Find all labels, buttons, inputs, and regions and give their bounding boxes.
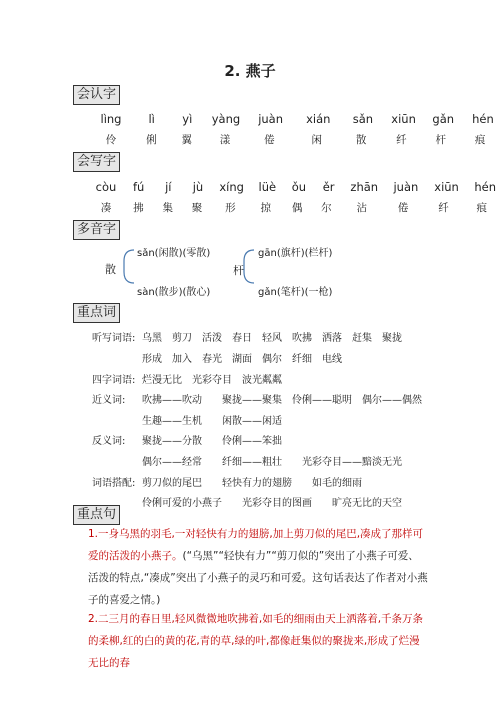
- pinyin: ǒu: [291, 180, 307, 194]
- poly-gan-2: gǎn(笔杆)(一枪): [258, 287, 333, 298]
- poly-gan-char: 杆: [233, 264, 244, 277]
- section-write: 会写字: [73, 152, 120, 172]
- char: 偶: [291, 202, 303, 214]
- char: 纤: [438, 202, 449, 214]
- pinyin: xián: [306, 112, 331, 126]
- pinyin: lìng: [100, 112, 122, 126]
- sentence-1: [88, 523, 428, 611]
- jinyi-label: 近义词:: [92, 395, 126, 406]
- char: 掠: [260, 202, 271, 214]
- poly-gan-1: gān(旗杆)(栏杆): [258, 248, 333, 259]
- section-polyphonic: 多音字: [73, 220, 120, 240]
- tingxie-label: 听写词语:: [92, 333, 136, 344]
- poly-san-char: 散: [105, 263, 116, 276]
- pinyin: juàn: [258, 112, 284, 126]
- char: 倦: [264, 134, 275, 146]
- fanyi-label: 反义词:: [92, 436, 126, 447]
- char: 集: [162, 202, 173, 214]
- char: 痕: [474, 134, 486, 146]
- pinyin: juàn: [393, 180, 419, 194]
- pinyin: gǎn: [432, 112, 455, 126]
- poly-san-1: sǎn(闲散)(零散): [137, 248, 211, 259]
- sizi-line: 烂漫无比 光彩夺目 波光粼粼: [142, 375, 282, 386]
- char: 纤: [396, 134, 407, 146]
- poly-san-2: sàn(散步)(散心): [137, 287, 211, 298]
- char: 痕: [476, 202, 488, 214]
- pinyin: jí: [165, 180, 172, 194]
- pinyin: lì: [148, 112, 155, 126]
- char: 闲: [311, 134, 322, 146]
- section-sentences: 重点句: [73, 505, 120, 525]
- section-vocab: 重点词: [73, 303, 120, 323]
- fanyi-line-2: 偶尔——经常 纤细——粗壮 光彩夺目——黯淡无光: [142, 457, 402, 468]
- gan-bracket: [244, 250, 254, 283]
- san-bracket: [124, 250, 134, 283]
- pinyin: lüè: [258, 180, 277, 194]
- pinyin: hén: [474, 180, 497, 194]
- char: 形: [225, 202, 236, 214]
- sizi-label: 四字词语:: [92, 375, 136, 386]
- pinyin: xiūn: [391, 112, 416, 126]
- char: 漾: [219, 134, 231, 146]
- pinyin: hén: [472, 112, 494, 126]
- char: 聚: [191, 202, 203, 214]
- section-recognize: 会认字: [73, 85, 120, 105]
- jinyi-line-1: 吹拂——吹动 聚拢——聚集 伶俐——聪明 偶尔——偶然: [142, 395, 422, 406]
- pinyin: yì: [182, 112, 193, 126]
- dapei-line-1: 剪刀似的尾巴 轻快有力的翅膀 如毛的细雨: [142, 478, 362, 489]
- dapei-line-2: 伶俐可爱的小燕子 光彩夺目的图画 旷亮无比的天空: [142, 498, 402, 509]
- sentence-1-analysis: (“乌黑”“轻快有力”“剪刀似的”突出了小燕子可爱、活泼的特点,“凑成”突出了小燕子的灵巧和可爱。这句话表达了作者对小燕子的喜爱之情。): [88, 550, 428, 606]
- char: 散: [355, 134, 367, 146]
- tingxie-line-1: 乌黑 剪刀 活泼 春日 轻风 吹拂 洒落 赶集 聚拢: [142, 333, 402, 344]
- pinyin: yàng: [211, 112, 241, 126]
- pinyin: xiūn: [434, 180, 459, 194]
- dapei-label: 词语搭配:: [92, 478, 136, 489]
- char: 尔: [321, 202, 332, 214]
- tingxie-line-2: 形成 加入 春光 湖面 偶尔 纤细 电线: [142, 354, 342, 365]
- fanyi-line-1: 聚拢——分散 伶俐——笨拙: [142, 436, 282, 447]
- pinyin: zhān: [350, 180, 379, 194]
- char: 倦: [397, 202, 409, 214]
- char: 俐: [146, 134, 157, 146]
- page-title: 2. 燕子: [224, 62, 276, 80]
- char: 凑: [100, 202, 112, 214]
- sentence-1-quote: 1.一身乌黑的羽毛,一对轻快有力的翅膀,加上剪刀似的尾巴,凑成了那样可爱的活泼的小燕子。: [88, 528, 424, 562]
- pinyin: sǎn: [352, 112, 374, 126]
- sentence-2: [88, 608, 428, 674]
- sentence-2-quote: 2.二三月的春日里,轻风微微地吹拂着,如毛的细雨由天上洒落着,千条万条的柔柳,红的白的黄的花,青的草,绿的叶,都像赶集似的聚拢来,形成了烂漫无比的春: [88, 613, 424, 669]
- pinyin: fú: [132, 180, 145, 194]
- jinyi-line-2: 生趣——生机 闲散——闲适: [142, 416, 282, 427]
- char: 伶: [105, 134, 117, 146]
- char: 杆: [435, 134, 446, 146]
- pinyin: còu: [95, 180, 117, 194]
- char: 拂: [133, 202, 144, 214]
- pinyin: jù: [192, 180, 204, 194]
- pinyin: ěr: [322, 180, 335, 194]
- char: 沾: [356, 202, 367, 214]
- char: 翼: [181, 134, 192, 146]
- pinyin: xíng: [219, 180, 244, 194]
